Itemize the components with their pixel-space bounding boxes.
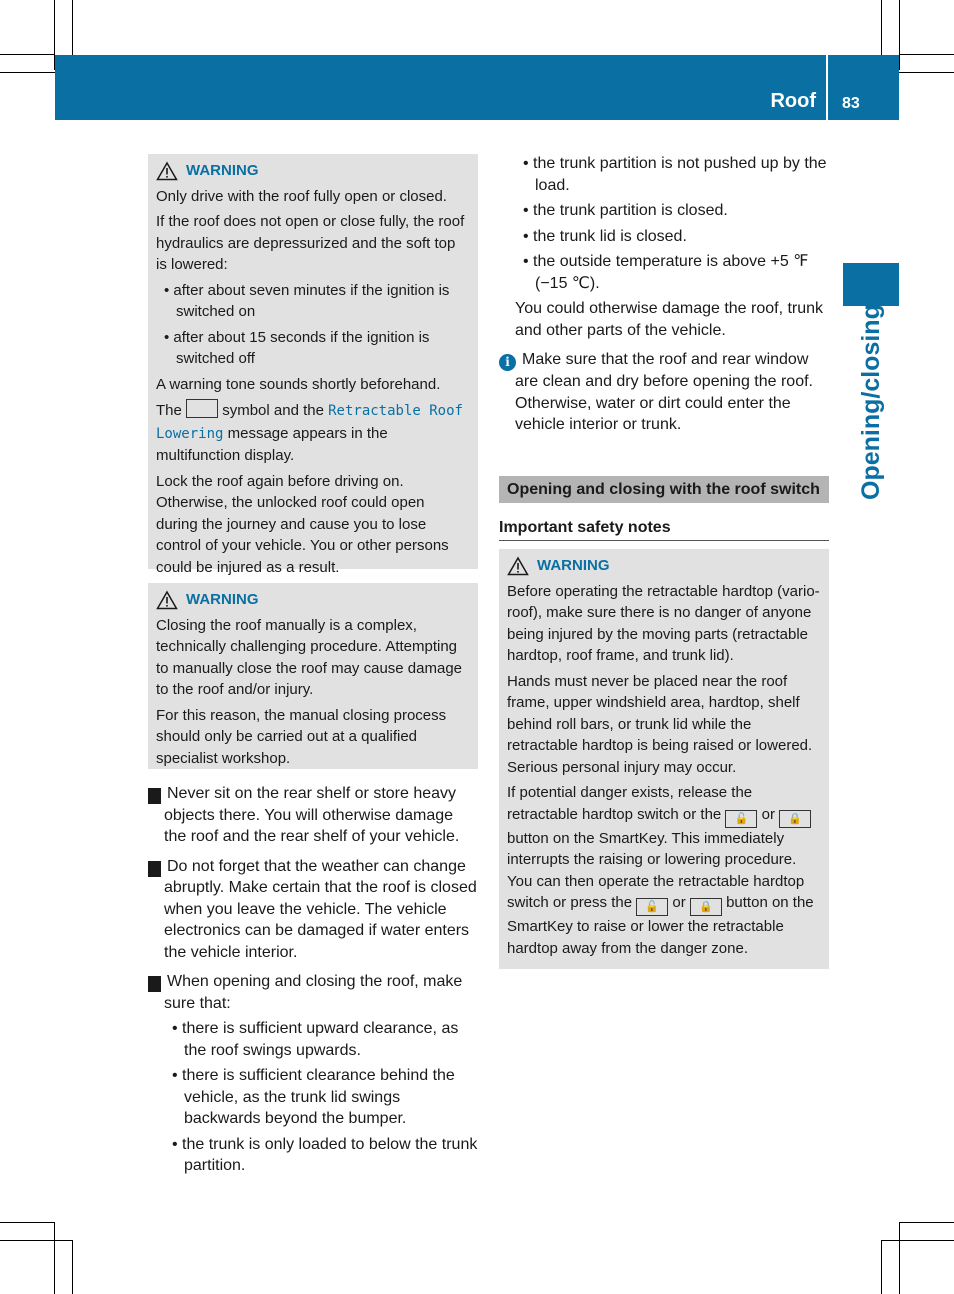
caution-note: ! Never sit on the rear shelf or store heavy objects there. You will otherwise damage the roof and the rear shelf of your vehicle. bbox=[144, 785, 460, 845]
warning-heading bbox=[156, 589, 470, 611]
page-title: Roof bbox=[770, 90, 816, 112]
subsection-heading: Important safety notes bbox=[499, 517, 829, 542]
crop-mark bbox=[899, 1222, 900, 1294]
crop-mark bbox=[881, 1240, 954, 1241]
list-item: • after about seven minutes if the ignition is switched on bbox=[164, 281, 450, 320]
list-item: • there is sufficient clearance behind the vehicle, as the trunk lid swings backwards beyond the bumper. bbox=[172, 1067, 455, 1127]
paragraph: Only drive with the roof fully open or closed. bbox=[156, 187, 447, 205]
exclamation-icon: ! bbox=[148, 976, 161, 992]
crop-mark bbox=[72, 1240, 73, 1294]
warning-box bbox=[148, 583, 478, 769]
crop-mark bbox=[899, 0, 900, 70]
warning-box bbox=[499, 549, 829, 969]
right-column bbox=[499, 153, 829, 969]
paragraph: If the roof does not open or close fully, the roof hydraulics are depressurized and the soft top is lowered: bbox=[156, 213, 465, 273]
unlock-button-icon: 🔓 bbox=[636, 898, 668, 916]
crop-mark bbox=[54, 1222, 55, 1294]
exclamation-icon: ! bbox=[148, 861, 161, 877]
crop-mark bbox=[0, 72, 55, 73]
unlock-button-icon: 🔓 bbox=[725, 810, 757, 828]
crop-mark bbox=[72, 0, 73, 55]
info-icon: i bbox=[499, 354, 516, 371]
crop-mark bbox=[881, 1240, 882, 1294]
warning-box bbox=[148, 154, 478, 576]
list-item: • the trunk lid is closed. bbox=[523, 227, 687, 245]
list-item: • the trunk is only loaded to below the trunk partition. bbox=[172, 1135, 478, 1174]
warning-title: WARNING bbox=[186, 591, 259, 608]
list-item: • after about 15 seconds if the ignition is switched off bbox=[164, 328, 430, 367]
warning-title: WARNING bbox=[537, 557, 610, 574]
exclamation-icon: ! bbox=[148, 788, 161, 804]
warning-triangle-icon bbox=[156, 590, 178, 610]
notes bbox=[144, 783, 478, 1177]
list-item: • the trunk partition is closed. bbox=[523, 202, 728, 219]
paragraph: Before operating the retractable hardtop (vario-roof), make sure there is no danger of anyone being injured by the moving parts (retractable hardtop, roof frame, and trunk lid). bbox=[507, 582, 820, 664]
warning-title: WARNING bbox=[186, 162, 259, 179]
paragraph: For this reason, the manual closing process should only be carried out at a qualified specialist workshop. bbox=[156, 706, 447, 767]
info-note: i Make sure that the roof and rear window are clean and dry before opening the roof. Otherwise, water or dirt could enter the vehicle interior or trunk. bbox=[499, 349, 829, 436]
paragraph: The symbol and the Retractable Roof Lowering message appears in the multifunction display. bbox=[156, 399, 470, 467]
display-message: Retractable Roof Lowering bbox=[156, 403, 463, 442]
crop-mark bbox=[899, 54, 954, 55]
paragraph: Hands must never be placed near the roof frame, upper windshield area, hardtop, shelf behind roll bars, or trunk lid while the retractable hardtop is being raised or lowered. Serious personal injury may occur. bbox=[507, 672, 813, 776]
crop-mark bbox=[881, 0, 882, 55]
list-item: • there is sufficient upward clearance, as the roof swings upwards. bbox=[172, 1020, 459, 1059]
list-item: • the trunk partition is not pushed up by the load. bbox=[523, 155, 827, 194]
paragraph: Lock the roof again before driving on. Otherwise, the unlocked roof could open during the journey and cause you to lose control of your vehicle. You or other persons could be injured as a result. bbox=[156, 472, 449, 576]
crop-mark bbox=[899, 72, 954, 73]
list-item: • the outside temperature is above +5 ℉ (−15 ℃). bbox=[523, 253, 809, 292]
warning-triangle-icon bbox=[156, 161, 178, 181]
warning-triangle-icon bbox=[507, 556, 529, 576]
left-column bbox=[144, 154, 478, 1181]
caution-note: ! When opening and closing the roof, make sure that: bbox=[144, 973, 463, 1012]
crop-mark bbox=[0, 54, 55, 55]
warning-heading bbox=[156, 160, 470, 182]
side-tab-marker bbox=[843, 263, 899, 306]
paragraph: You could otherwise damage the roof, trunk and other parts of the vehicle. bbox=[515, 300, 824, 339]
paragraph: Closing the roof manually is a complex, technically challenging procedure. Attempting to manually close the roof may cause damage to the roof and/or injury. bbox=[156, 616, 462, 698]
convertible-car-icon bbox=[186, 399, 218, 418]
warning-heading bbox=[507, 555, 821, 577]
paragraph: If potential danger exists, release the retractable hardtop switch or the 🔓 or 🔒 button on the SmartKey. This immediately interrupts the raising or lowering procedure. You can then operate the retractable hardtop switch or press the 🔓 or 🔒 button on the SmartKey to raise or lower the retractable hardtop away from the danger zone. bbox=[507, 784, 814, 957]
lock-button-icon: 🔒 bbox=[779, 810, 811, 828]
section-heading: Opening and closing with the roof switch bbox=[499, 476, 829, 503]
side-tab-label: Opening/closing bbox=[857, 304, 885, 500]
crop-mark bbox=[899, 1222, 954, 1223]
paragraph: A warning tone sounds shortly beforehand. bbox=[156, 375, 441, 393]
lock-button-icon: 🔒 bbox=[690, 898, 722, 916]
caution-note: ! Do not forget that the weather can change abruptly. Make certain that the roof is closed when you leave the vehicle. The vehicle electronics can be damaged if water enters the vehicle interior. bbox=[144, 857, 477, 961]
crop-mark bbox=[0, 1240, 72, 1241]
page-number: 83 bbox=[842, 95, 860, 112]
header-divider bbox=[826, 55, 828, 120]
crop-mark bbox=[0, 1222, 55, 1223]
